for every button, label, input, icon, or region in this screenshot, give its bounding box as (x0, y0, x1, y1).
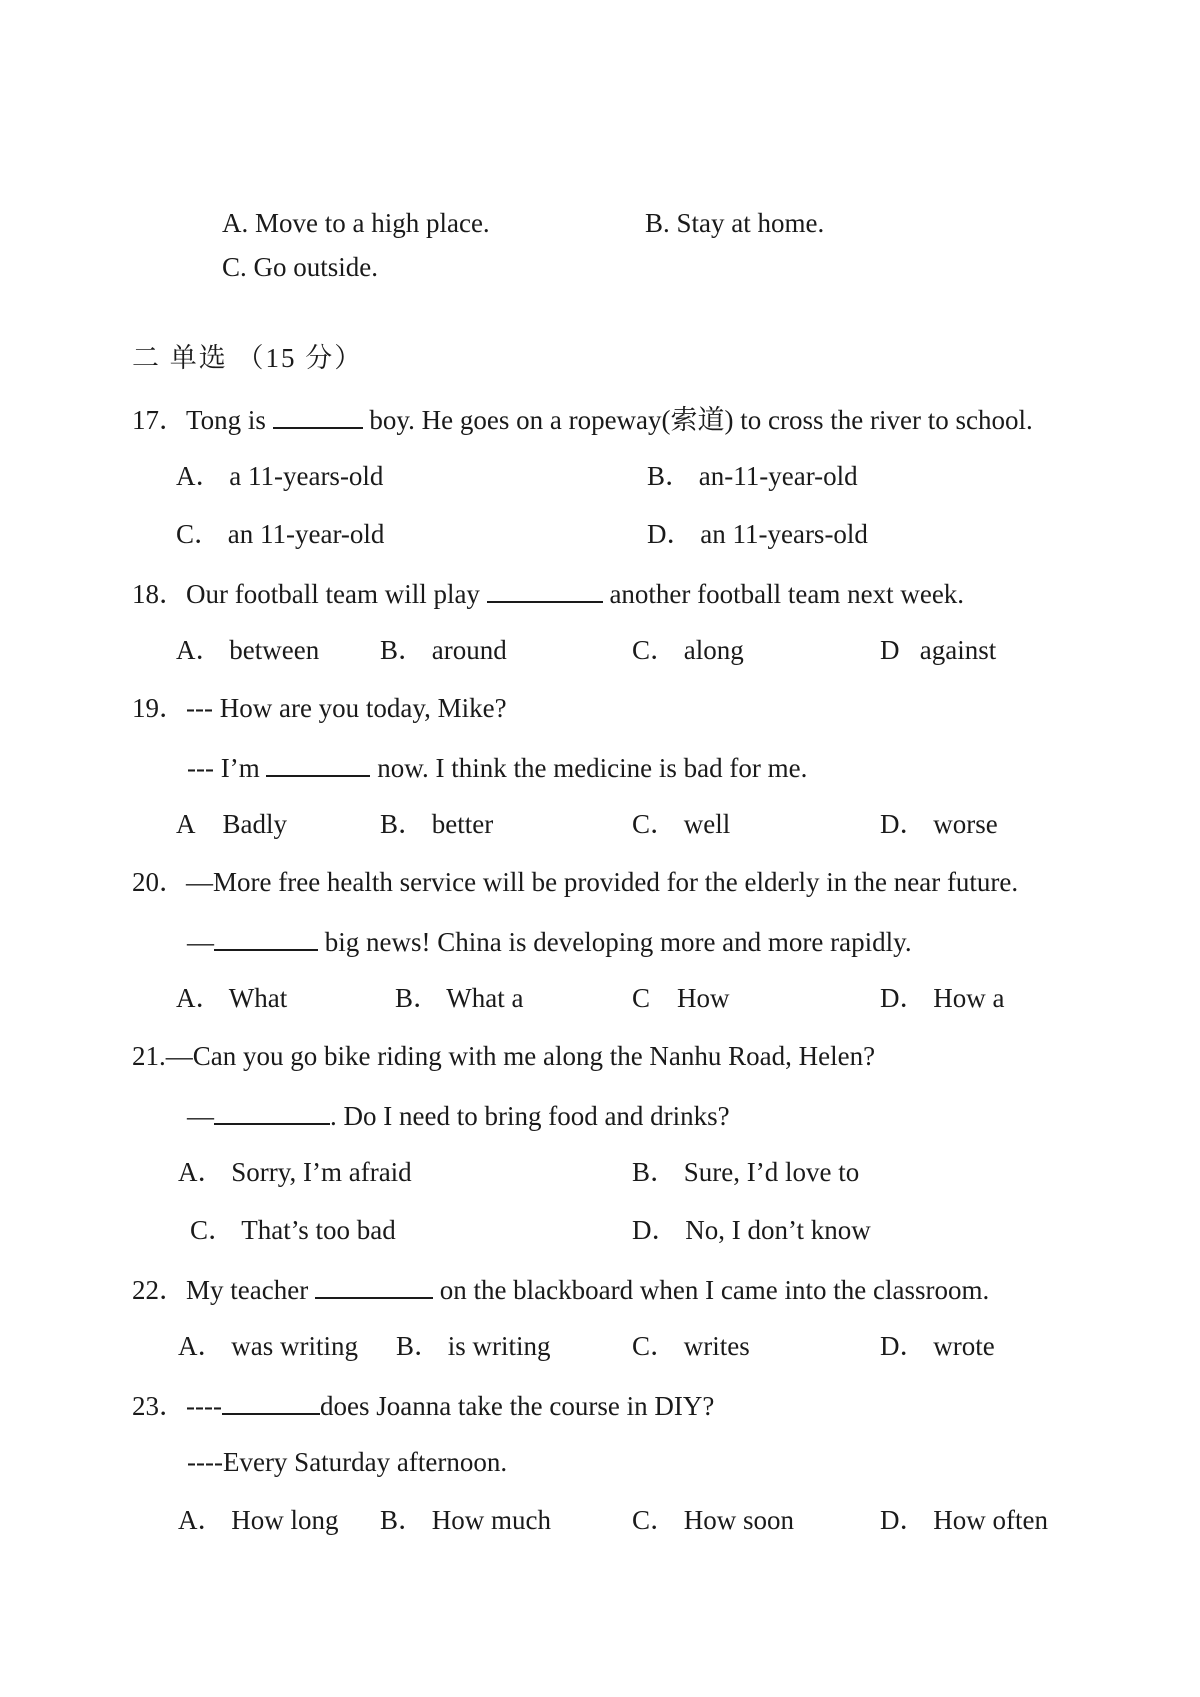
option-text: was writing (231, 1331, 358, 1361)
option-text: worse (933, 809, 998, 839)
option[interactable] (176, 985, 287, 1012)
option-text: That’s too bad (241, 1215, 396, 1245)
option-letter: D． (880, 983, 927, 1013)
stem-text: Tong is (186, 405, 273, 435)
option-text: What (228, 983, 288, 1013)
stem-text: — (187, 1101, 214, 1131)
option-text: an-11-year-old (698, 461, 858, 491)
question-number: 17． (132, 405, 186, 435)
option-text: along (683, 635, 744, 665)
question-19-stem (132, 695, 507, 722)
option[interactable] (632, 985, 730, 1012)
option-letter: D． (880, 1331, 927, 1361)
option[interactable] (880, 637, 996, 664)
option-letter: B． (647, 461, 693, 491)
answer-blank (315, 1275, 433, 1299)
option-text: How soon (683, 1505, 795, 1535)
option-letter: B． (632, 1157, 678, 1187)
stem-text: ---- (186, 1391, 222, 1421)
option-text: Sorry, I’m afraid (231, 1157, 412, 1187)
question-18-stem (132, 579, 964, 608)
stem-text: boy. He goes on a ropeway(索道) to cross the river to school. (362, 405, 1033, 435)
option-text: What a (446, 983, 524, 1013)
option-letter: C． (632, 1505, 678, 1535)
option-letter: D． (647, 519, 694, 549)
option-text: writes (683, 1331, 750, 1361)
option-text: against (919, 635, 997, 665)
option-text: an 11-year-old (227, 519, 385, 549)
option[interactable] (647, 463, 858, 490)
option[interactable] (380, 637, 507, 664)
question-number: 22． (132, 1275, 186, 1305)
question-22-stem (132, 1275, 989, 1304)
option-letter: B． (396, 1331, 442, 1361)
stem-text: on the blackboard when I came into the classroom. (432, 1275, 990, 1305)
question-number: 23． (132, 1391, 186, 1421)
option-letter: C． (176, 519, 222, 549)
option-letter: D． (632, 1215, 679, 1245)
prev-option-b: B. Stay at home. (645, 208, 825, 238)
question-17-stem (132, 405, 1033, 434)
answer-blank (214, 1101, 330, 1125)
option-letter: D． (880, 1505, 927, 1535)
option[interactable] (380, 1507, 551, 1534)
option-text: is writing (447, 1331, 551, 1361)
question-number: 20． (132, 867, 186, 897)
option[interactable] (380, 811, 493, 838)
option-letter: A． (176, 461, 223, 491)
option-text: How often (933, 1505, 1048, 1535)
option[interactable] (176, 463, 383, 490)
option[interactable] (176, 811, 287, 838)
stem-text: Our football team will play (186, 579, 487, 609)
option-letter: A (176, 809, 196, 839)
option[interactable] (632, 1507, 794, 1534)
option-letter: C． (632, 809, 678, 839)
option[interactable] (880, 985, 1004, 1012)
option-letter: C． (632, 635, 678, 665)
option-text: No, I don’t know (685, 1215, 871, 1245)
option-text: better (431, 809, 494, 839)
option[interactable] (880, 1507, 1048, 1534)
option[interactable] (396, 1333, 551, 1360)
option-text: well (683, 809, 731, 839)
option[interactable] (178, 1159, 412, 1186)
question-20-stem (132, 869, 1018, 896)
prev-option-a: A. Move to a high place. (222, 208, 490, 238)
stem-text: My teacher (186, 1275, 315, 1305)
option-text: How a (933, 983, 1005, 1013)
option-letter: B． (380, 809, 426, 839)
stem-text: another football team next week. (602, 579, 965, 609)
answer-blank (487, 579, 603, 603)
stem-text: --- How are you today, Mike? (186, 693, 507, 723)
option-letter: A． (178, 1505, 225, 1535)
question-number: 18． (132, 579, 186, 609)
question-23-reply: ----Every Saturday afternoon. (187, 1447, 508, 1477)
option[interactable] (190, 1217, 396, 1244)
option-letter: A． (176, 635, 223, 665)
option-text: How long (231, 1505, 339, 1535)
option[interactable] (176, 637, 319, 664)
option[interactable] (632, 1217, 871, 1244)
option-letter: C． (632, 1331, 678, 1361)
stem-text: --- I’m (187, 753, 267, 783)
answer-blank (222, 1391, 320, 1415)
option[interactable] (632, 811, 730, 838)
option-letter: A． (178, 1331, 225, 1361)
option[interactable] (632, 1333, 750, 1360)
option-letter: B． (380, 1505, 426, 1535)
option[interactable] (880, 1333, 995, 1360)
option[interactable] (632, 1159, 859, 1186)
option[interactable] (632, 637, 744, 664)
stem-text: now. I think the medicine is bad for me. (370, 753, 808, 783)
option-text: Badly (222, 809, 287, 839)
option-letter: C (632, 983, 651, 1013)
option-text: an 11-years-old (700, 519, 868, 549)
option-letter: C． (190, 1215, 236, 1245)
option-text: wrote (933, 1331, 995, 1361)
option[interactable] (178, 1507, 339, 1534)
option-text: a 11-years-old (229, 461, 384, 491)
option-text: around (431, 635, 507, 665)
stem-text: —Can you go bike riding with me along the Nanhu Road, Helen? (165, 1041, 876, 1071)
option-letter: A． (176, 983, 223, 1013)
option-letter: A． (178, 1157, 225, 1187)
question-23-stem (132, 1391, 714, 1420)
option-text: Sure, I’d love to (683, 1157, 860, 1187)
option-letter: D． (880, 809, 927, 839)
answer-blank (214, 927, 318, 951)
option[interactable] (647, 521, 868, 548)
option-letter: B． (395, 983, 441, 1013)
option[interactable] (880, 811, 998, 838)
option-text: How (677, 983, 730, 1013)
answer-blank (273, 405, 363, 429)
question-number: 21. (132, 1041, 166, 1071)
option-letter: D (880, 635, 900, 665)
question-21-reply (187, 1101, 730, 1130)
stem-text: big news! China is developing more and more rapidly. (318, 927, 912, 957)
stem-text: does Joanna take the course in DIY? (319, 1391, 715, 1421)
question-21-stem (132, 1043, 875, 1070)
question-20-reply (187, 927, 912, 956)
option[interactable] (178, 1333, 358, 1360)
question-19-reply (187, 753, 807, 782)
stem-text: — (187, 927, 214, 957)
question-number: 19． (132, 693, 186, 723)
stem-text: —More free health service will be provided for the elderly in the near future. (186, 867, 1019, 897)
option-text: between (229, 635, 320, 665)
option[interactable] (395, 985, 523, 1012)
option[interactable] (176, 521, 384, 548)
stem-text: . Do I need to bring food and drinks? (330, 1101, 730, 1131)
option-letter: B． (380, 635, 426, 665)
section-title: 二 单选 （15 分） (132, 343, 364, 373)
option-text: How much (431, 1505, 551, 1535)
prev-option-c: C. Go outside. (222, 252, 379, 282)
answer-blank (266, 753, 370, 777)
